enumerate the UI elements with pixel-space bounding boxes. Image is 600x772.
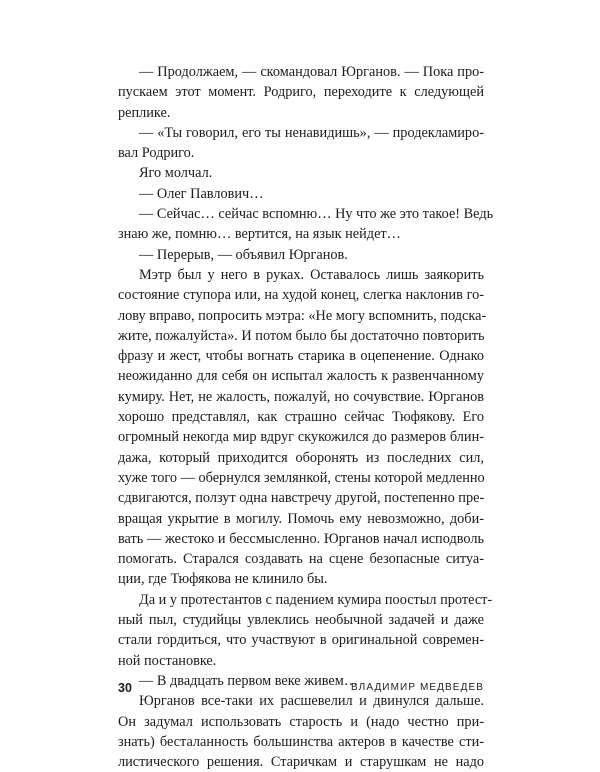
text-line: лову вправо, попросить мэтра: «Не могу вспомнить, подска- bbox=[118, 307, 487, 324]
text-line: Да и у протестантов с падением кумира поостыл протест- bbox=[139, 591, 493, 608]
text-line: огромный некогда мир вдруг скукожился до размеров блин- bbox=[118, 429, 484, 446]
text-line: ции, где Тюфякова не клинило бы. bbox=[118, 571, 328, 588]
text-line: жите, пожалуйста». И потом было бы достаточно повторить bbox=[118, 327, 485, 344]
text-line: Мэтр был у него в руках. Оставалось лишь заякорить bbox=[139, 266, 484, 283]
text-line: вращая укрытие в могилу. Помочь ему невозможно, доби- bbox=[118, 510, 484, 527]
text-line: знаю же, помню… вертится, на язык нейдет… bbox=[118, 226, 401, 243]
text-line: стали гордиться, что участвуют в оригинальной современ- bbox=[118, 632, 484, 649]
text-line: листического решения. Старичкам и старушкам не надо bbox=[118, 754, 484, 771]
text-line: пускаем этот момент. Родриго, переходите к следующей bbox=[118, 84, 484, 101]
text-line: — Перерыв, — объявил Юрганов. bbox=[139, 246, 348, 263]
text-line: хорошо представлял, как страшно сейчас Тюфякову. Его bbox=[118, 409, 484, 426]
text-line: сдвигаются, ползут одна навстречу другой, постепенно пре- bbox=[118, 490, 485, 507]
text-line: вал Родриго. bbox=[118, 145, 195, 162]
text-line: вать — жестоко и бессмысленно. Юрганов начал исподволь bbox=[118, 530, 484, 547]
text-line: ной постановке. bbox=[118, 652, 217, 669]
text-line: Юрганов все-таки их расшевелил и двинулся дальше. bbox=[139, 693, 484, 710]
text-line: кумиру. Нет, не жалость, пожалуй, но сочувствие. Юрганов bbox=[118, 388, 484, 405]
text-line: помогать. Старался создавать на сцене безопасные ситуа- bbox=[118, 551, 484, 568]
text-line: хуже того — обернулся землянкой, стены которой медленно bbox=[118, 469, 485, 486]
text-line: фразу и жест, чтобы вогнать старика в оцепенение. Однако bbox=[118, 348, 484, 365]
text-line: ный пыл, студийцы увлеклись необычной задачей и даже bbox=[118, 612, 484, 629]
text-line: Яго молчал. bbox=[139, 165, 213, 182]
text-line: — В двадцать первом веке живем… bbox=[139, 672, 359, 689]
text-line: — Олег Павлович… bbox=[139, 185, 264, 202]
page-body-text bbox=[118, 62, 494, 772]
text-line: знать) бесталанность большинства актеров в качестве сти- bbox=[118, 733, 484, 750]
text-line: дажа, который приходится оборонять из последних сил, bbox=[118, 449, 484, 466]
text-line: Он задумал использовать старость и (надо честно при- bbox=[118, 713, 484, 730]
page-footer bbox=[118, 680, 484, 696]
text-line: реплике. bbox=[118, 104, 171, 121]
running-head-author: ВЛАДИМИР МЕДВЕДЕВ bbox=[351, 682, 484, 693]
text-line: — «Ты говорил, его ты ненавидишь», — продекламиро- bbox=[139, 124, 484, 141]
page-number: 30 bbox=[118, 681, 132, 695]
text-line: — Продолжаем, — скомандовал Юрганов. — Пока про- bbox=[139, 64, 484, 80]
text-line: неожиданно для себя он испытал жалость к развенчанному bbox=[118, 368, 484, 385]
text-line: состояние ступора или, на худой конец, слегка наклонив го- bbox=[118, 287, 484, 304]
text-line: — Сейчас… сейчас вспомню… Ну что же это такое! Ведь bbox=[139, 206, 494, 223]
